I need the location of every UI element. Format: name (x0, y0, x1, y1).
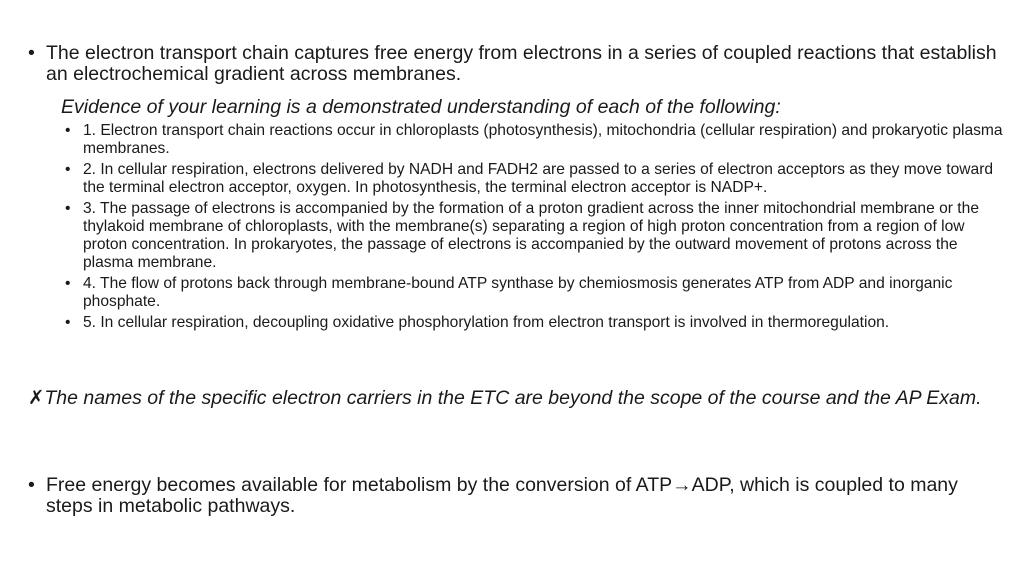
evidence-item-text: 5. In cellular respiration, decoupling oxidative phosphorylation from electron transport is involved in thermoregulation. (83, 314, 890, 331)
bullet-dot: • (28, 474, 35, 496)
bullet-dot: • (65, 275, 71, 292)
evidence-item-2 (61, 161, 1011, 197)
scope-exclusion-text: The names of the specific electron carriers in the ETC are beyond the scope of the course and the AP Exam. (44, 387, 982, 409)
bullet-dot: • (65, 161, 71, 178)
evidence-list (61, 122, 1011, 335)
evidence-heading: Evidence of your learning is a demonstrated understanding of each of the following: (61, 96, 781, 118)
bullet-dot: • (65, 122, 71, 139)
evidence-item-text: 4. The flow of protons back through membrane-bound ATP synthase by chemiosmosis generates ATP from ADP and inorganic phosphate. (83, 275, 953, 310)
evidence-item-text: 3. The passage of electrons is accompanied by the formation of a proton gradient across the inner mitochondrial membrane or the thylakoid membrane of chloroplasts, with the membrane(s) separating a region of high proton concentration from a region of low proton concentration. In prokaryotes, the passage of electrons is accompanied by the outward movement of protons across the plasma membrane. (83, 200, 979, 271)
bullet-dot: • (65, 200, 71, 217)
scope-exclusion-note (28, 387, 988, 409)
x-mark-icon: ✗ (28, 387, 45, 409)
bullet-etc-text: The electron transport chain captures free energy from electrons in a series of coupled reactions that establish an electrochemical gradient across membranes. (46, 42, 997, 85)
bullet-etc (28, 43, 1008, 85)
bullet-free-energy (28, 475, 1008, 517)
bullet-dot: • (65, 314, 71, 331)
evidence-item-1 (61, 122, 1011, 158)
evidence-item-3 (61, 200, 1011, 272)
evidence-item-4 (61, 275, 1011, 311)
evidence-item-5 (61, 314, 1011, 332)
evidence-item-text: 2. In cellular respiration, electrons delivered by NADH and FADH2 are passed to a series of electron acceptors as they move toward the terminal electron acceptor, oxygen. In photosynthesis, the terminal electron acceptor is NADP+. (83, 161, 994, 196)
evidence-item-text: 1. Electron transport chain reactions occur in chloroplasts (photosynthesis), mitochondria (cellular respiration) and prokaryotic plasma membranes. (83, 122, 1003, 157)
bullet-free-energy-text: Free energy becomes available for metabolism by the conversion of ATP→ADP, which is coupled to many steps in metabolic pathways. (46, 474, 958, 517)
bullet-dot: • (28, 42, 35, 64)
